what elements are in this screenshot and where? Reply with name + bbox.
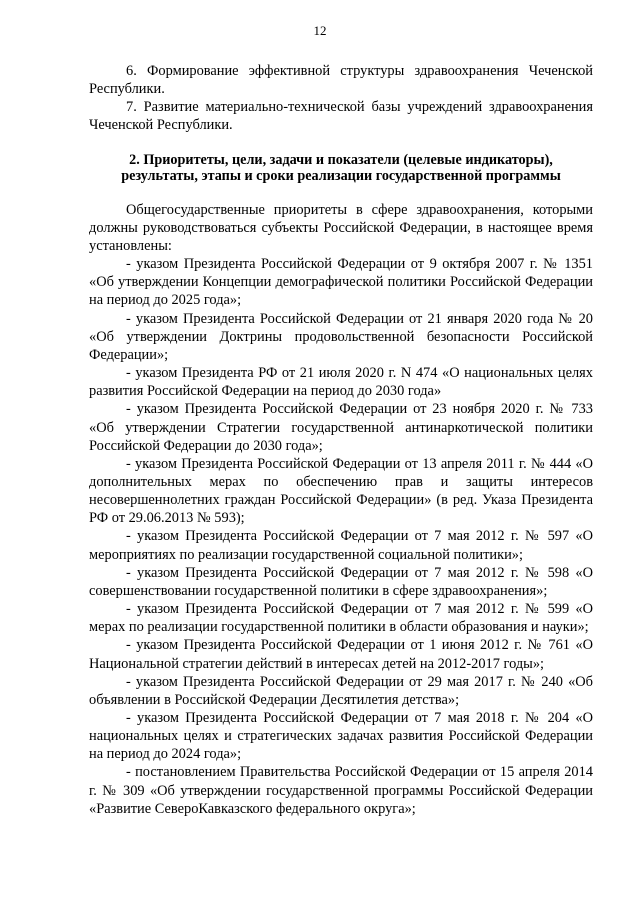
decree-item: - указом Президента Российской Федерации от 7 мая 2018 г. № 204 «О национальных целях и стратегических задачах развития Российской Федерации на период до 2024 года»; bbox=[89, 710, 593, 763]
decree-item: - постановлением Правительства Российской Федерации от 15 апреля 2014 г. № 309 «Об утверждении государственной программы Российской Федерации «Развитие СевероКавказского федерального округа»; bbox=[89, 764, 593, 817]
section-heading bbox=[89, 152, 593, 184]
list-item: 7. Развитие материально-технической базы учреждений здравоохранения Чеченской Республики. bbox=[89, 99, 593, 134]
decree-item: - указом Президента Российской Федерации от 7 мая 2012 г. № 598 «О совершенствовании государственной политики в сфере здравоохранения»; bbox=[89, 564, 593, 599]
list-item: 6. Формирование эффективной структуры здравоохранения Чеченской Республики. bbox=[89, 63, 593, 98]
section-heading-line: 2. Приоритеты, цели, задачи и показатели (целевые индикаторы), bbox=[129, 151, 553, 168]
decree-item: - указом Президента Российской Федерации от 23 ноября 2020 г. № 733 «Об утверждении Стратегии государственной антинаркотической политики Российской Федерации до 2030 года»; bbox=[89, 401, 593, 454]
decree-item: - указом Президента Российской Федерации от 9 октября 2007 г. № 1351 «Об утверждении Концепции демографической политики Российской Федерации на период до 2025 года»; bbox=[89, 256, 593, 309]
decree-item: - указом Президента РФ от 21 июля 2020 г. N 474 «О национальных целях развития Российской Федерации на период до 2030 года» bbox=[89, 365, 593, 400]
page-number: 12 bbox=[313, 23, 327, 38]
decree-item: - указом Президента Российской Федерации от 1 июня 2012 г. № 761 «О Национальной стратегии действий в интересах детей на 2012-2017 годы»; bbox=[89, 637, 593, 672]
decree-item: - указом Президента Российской Федерации от 7 мая 2012 г. № 599 «О мерах по реализации государственной политики в области образования и науки»; bbox=[89, 601, 593, 636]
document-body bbox=[89, 62, 593, 818]
section-heading-line: результаты, этапы и сроки реализации государственной программы bbox=[121, 167, 561, 184]
intro-paragraph: Общегосударственные приоритеты в сфере здравоохранения, которыми должны руководствоваться субъекты Российской Федерации, в настоящее время установлены: bbox=[89, 201, 593, 254]
decree-item: - указом Президента Российской Федерации от 7 мая 2012 г. № 597 «О мероприятиях по реализации государственной социальной политики»; bbox=[89, 528, 593, 563]
decree-item: - указом Президента Российской Федерации от 29 мая 2017 г. № 240 «Об объявлении в Российской Федерации Десятилетия детства»; bbox=[89, 673, 593, 708]
decree-item: - указом Президента Российской Федерации от 21 января 2020 года № 20 «Об утверждении Доктрины продовольственной безопасности Российской Федерации»; bbox=[89, 310, 593, 363]
decree-item: - указом Президента Российской Федерации от 13 апреля 2011 г. № 444 «О дополнительных мерах по обеспечению прав и защиты интересов несовершеннолетних граждан Российской Федерации» (в ред. Указа Президента РФ от 29.06.2013 № 593); bbox=[89, 455, 593, 527]
